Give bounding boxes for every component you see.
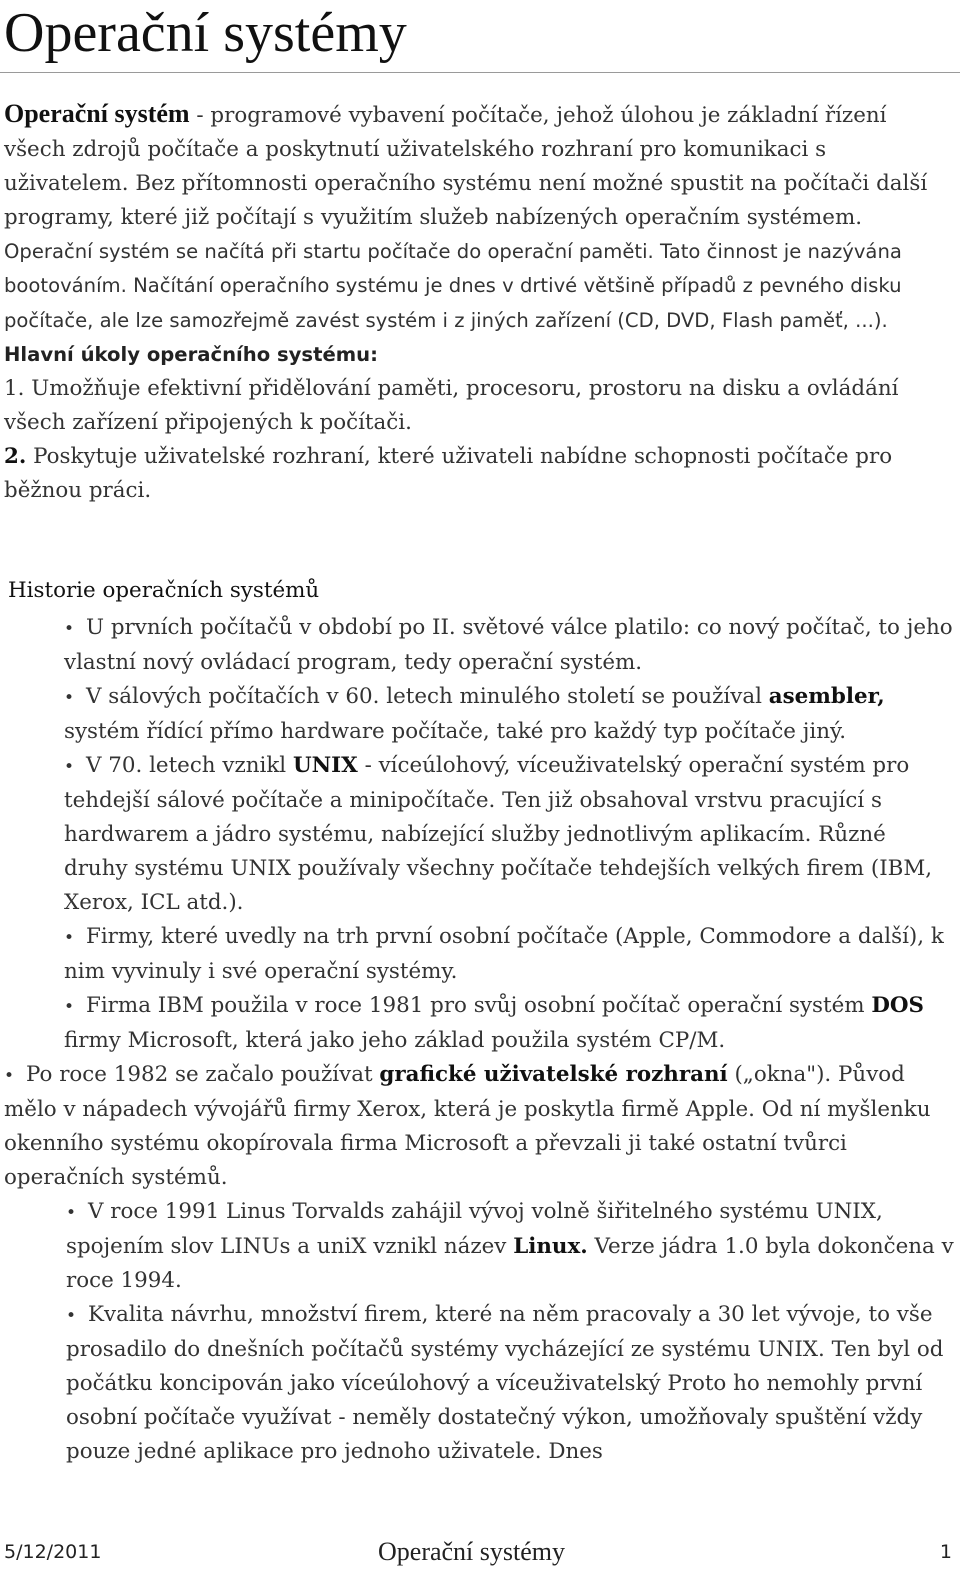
bullet-icon: •: [66, 1306, 77, 1326]
list-item-emphasis: asembler,: [768, 684, 885, 709]
tasks-heading: Hlavní úkoly operačního systému:: [4, 342, 378, 366]
task-number: 2.: [4, 443, 27, 469]
list-item-emphasis: UNIX: [292, 753, 358, 778]
list-item: [4, 989, 956, 1058]
list-item-text: - víceúlohový, víceuživatelský operační systém pro tehdejší sálové počítače a minipočítače. Ten již obsahoval vrstvu pracující s hardwarem a jádro systému, nabízející služby jednotlivým aplikacím. Různé druhy systému UNIX používaly všechny počítače tehdejších velkých firem (IBM, Xerox, ICL atd.).: [64, 753, 933, 915]
footer-date: 5/12/2011: [4, 1541, 102, 1563]
list-item-emphasis: grafické uživatelské rozhraní: [379, 1062, 728, 1087]
history-list: [4, 611, 956, 1469]
task-item-1: 1. Umožňuje efektivní přidělování paměti, procesoru, prostoru na disku a ovládání všech zařízení připojených k počítači.: [4, 375, 899, 435]
list-item-text: Firmy, které uvedly na trh první osobní počítače (Apple, Commodore a další), k nim vyvinuly i své operační systémy.: [64, 924, 944, 984]
bullet-icon: •: [64, 619, 75, 639]
bullet-icon: •: [64, 688, 75, 708]
list-item-text: Po roce 1982 se začalo používat: [26, 1062, 380, 1087]
list-item: [4, 1298, 956, 1469]
intro-term: Operační systém: [4, 99, 190, 128]
task-text: Poskytuje uživatelské rozhraní, které uživateli nabídne schopnosti počítače pro běžnou práci.: [4, 443, 893, 504]
page-number: 1: [939, 1541, 952, 1563]
intro-text: - programové vybavení počítače, jehož úlohou je základní řízení všech zdrojů počítače a poskytnutí uživatelského rozhraní pro komunikaci s uživatelem. Bez přítomnosti operačního systému není možné spustit na počítači další programy, které již počítají s využitím služeb nabízených operačním systémem.: [4, 103, 928, 231]
list-item: [4, 920, 956, 989]
bullet-icon: •: [4, 1066, 15, 1086]
intro-section: [4, 97, 954, 508]
list-item-text: systém řídící přímo hardware počítače, také pro každý typ počítače jiný.: [64, 719, 847, 744]
list-item-emphasis: DOS: [871, 993, 924, 1018]
page-footer: [0, 1532, 960, 1572]
footer-title: Operační systémy: [378, 1537, 566, 1566]
title-divider: [0, 72, 960, 73]
list-item-text: Kvalita návrhu, množství firem, které na něm pracovaly a 30 let vývoje, to vše prosadilo do dnešních počítačů systémy vycházející ze systému UNIX. Ten byl od počátku koncipován jako víceúlohový a víceuživatelský Proto ho nemohly první osobní počítače využívat - neměly dostatečný výkon, umožňovaly spuštění vždy pouze jedné aplikace pro jednoho uživatele. Dnes: [66, 1302, 944, 1464]
boot-text: Operační systém se načítá při startu počítače do operační paměti. Tato činnost je nazývána bootováním. Načítání operačního systému je dnes v drtivé většině případů z pevného disku počítače, ale lze samozřejmě zavést systém i z jiných zařízení (CD, DVD, Flash paměť, ...).: [4, 240, 902, 332]
list-item-text: Firma IBM použila v roce 1981 pro svůj osobní počítač operační systém: [86, 993, 872, 1018]
history-heading: Historie operačních systémů: [8, 578, 320, 603]
page-title: Operační systémy: [4, 2, 407, 64]
task-item-2: [4, 440, 954, 508]
intro-paragraph: [4, 97, 954, 338]
list-item-text: V roce 1991 Linus Torvalds zahájil vývoj volně šiřitelného systému UNIX, spojením slov LINUs a uniX vznikl název: [66, 1199, 883, 1259]
list-item-text: firmy Microsoft, která jako jeho základ použila systém CP/M.: [64, 1028, 726, 1053]
list-item-text: V 70. letech vznikl: [86, 753, 293, 778]
list-item-text: U prvních počítačů v období po II. světové válce platilo: co nový počítač, to jeho vlastní nový ovládací program, tedy operační systém.: [64, 615, 953, 675]
list-item: [4, 1058, 956, 1195]
bullet-icon: •: [66, 1203, 77, 1223]
list-item: [4, 611, 956, 680]
list-item-emphasis: Linux.: [513, 1234, 588, 1259]
list-item: [4, 680, 956, 749]
bullet-icon: •: [64, 997, 75, 1017]
list-item: [4, 749, 956, 920]
list-item-text: Verze jádra 1.0 byla dokončena v roce 1994.: [66, 1234, 954, 1293]
list-item: [4, 1195, 956, 1298]
bullet-icon: •: [64, 928, 75, 948]
list-item-text: V sálových počítačích v 60. letech minulého století se používal: [86, 684, 769, 709]
bullet-icon: •: [64, 757, 75, 777]
list-item-text: („okna"). Původ mělo v nápadech vývojářů firmy Xerox, která je poskytla firmě Apple. Od ní myšlenku okenního systému okopírovala firma Microsoft a převzali ji také ostatní tvůrci operačních systémů.: [4, 1062, 931, 1190]
